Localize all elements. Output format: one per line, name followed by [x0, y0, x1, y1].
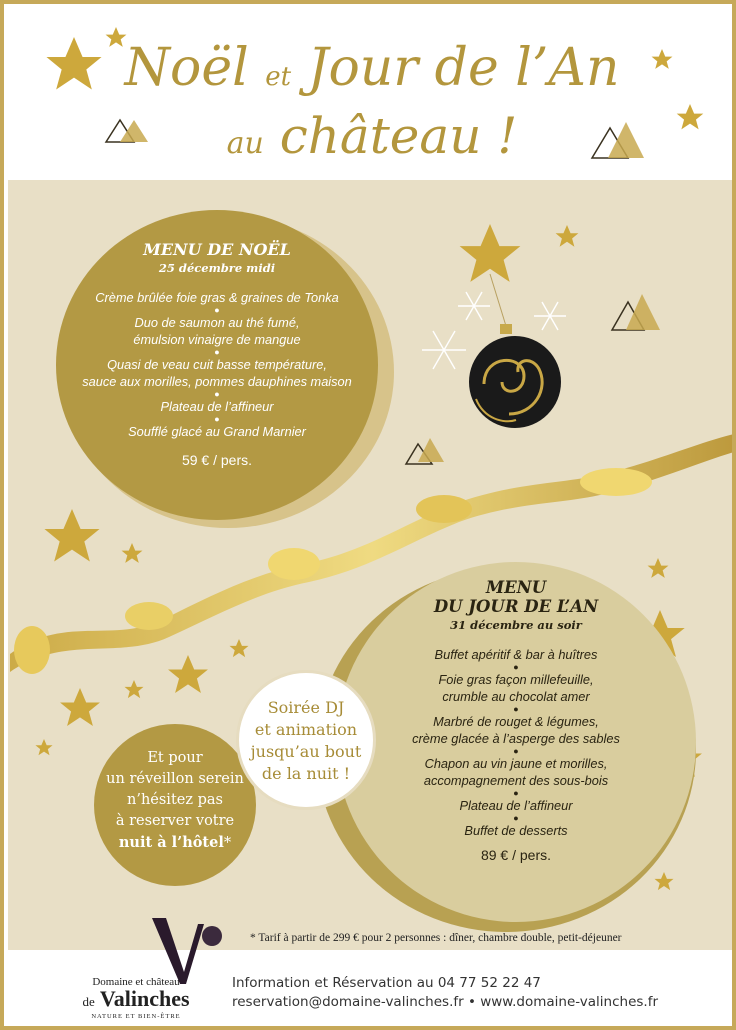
- price-footnote: * Tarif à partir de 299 € pour 2 personnes : dîner, chambre double, petit-déjeuner: [250, 932, 622, 944]
- page-title: [4, 38, 736, 173]
- menu-an-dish: Buffet apéritif & bar à huîtres: [434, 647, 598, 662]
- menu-an-dish: Foie gras façon millefeuille, crumble au chocolat amer: [438, 672, 594, 704]
- hotel-line: à reserver votre: [115, 813, 235, 829]
- bullet-icon: ●: [513, 813, 519, 823]
- bullet-icon: ●: [513, 662, 519, 672]
- menu-noel-dish: Plateau de l’affineur: [160, 399, 274, 414]
- menu-noel-dish: Crème brûlée foie gras & graines de Tonka: [95, 290, 339, 305]
- bullet-icon: ●: [214, 389, 220, 399]
- menu-an-date: 31 décembre au soir: [450, 618, 582, 632]
- logo: [66, 976, 206, 1020]
- bullet-icon: ●: [513, 704, 519, 714]
- menu-an-dish: Chapon au vin jaune et morilles, accompagnement des sous-bois: [423, 756, 609, 788]
- menu-an-card: [336, 562, 696, 922]
- menu-noel-dish: Duo de saumon au thé fumé, émulsion vinaigre de mangue: [133, 315, 301, 347]
- contact-web-line: reservation@domaine-valinches.fr • www.domaine-valinches.fr: [232, 994, 659, 1010]
- logo-name: Valinches: [99, 986, 190, 1011]
- hotel-bold: nuit à l’hôtel: [118, 834, 224, 851]
- bullet-icon: ●: [214, 305, 220, 315]
- contact-phone-line: Information et Réservation au 04 77 52 22 47: [232, 975, 541, 991]
- menu-an-dishes: [336, 646, 696, 839]
- dj-line: de la nuit !: [261, 764, 351, 783]
- title-et: et: [265, 62, 292, 92]
- menu-an-dish: Marbré de rouget & légumes, crème glacée à l’asperge des sables: [412, 714, 620, 746]
- title-au: au: [226, 126, 264, 161]
- dj-line: Soirée DJ: [267, 698, 345, 717]
- menu-an-dish: Buffet de desserts: [464, 823, 568, 838]
- menu-noel-dishes: [56, 289, 378, 440]
- menu-an-title: [336, 578, 696, 616]
- dj-line: jusqu’au bout: [250, 742, 362, 761]
- hotel-line: n’hésitez pas: [127, 792, 223, 808]
- contact-info: [232, 974, 658, 1012]
- menu-noel-price: 59 € / pers.: [181, 452, 253, 468]
- bullet-icon: ●: [214, 347, 220, 357]
- hotel-promo-circle: [94, 724, 256, 886]
- bauble-icon: [469, 274, 561, 428]
- menu-noel-dish: Soufflé glacé au Grand Marnier: [128, 424, 306, 439]
- hotel-asterisk: *: [223, 835, 232, 851]
- logo-tagline: NATURE ET BIEN-ÊTRE: [91, 1013, 181, 1020]
- menu-an-title-line1: MENU: [485, 578, 547, 597]
- menu-noel-title: MENU DE NOËL: [143, 240, 291, 259]
- title-jour-de-lan: Jour de l’An: [307, 38, 620, 98]
- hotel-line: Et pour: [147, 750, 203, 766]
- bullet-icon: ●: [214, 414, 220, 424]
- title-word-noel: Noël: [124, 38, 249, 98]
- bullet-icon: ●: [513, 746, 519, 756]
- hotel-line: un réveillon serein: [106, 771, 244, 787]
- bullet-icon: ●: [513, 788, 519, 798]
- logo-de: de: [82, 994, 95, 1009]
- dj-promo-circle: [236, 670, 376, 810]
- menu-noel-dish: Quasi de veau cuit basse température, sauce aux morilles, pommes dauphines maison: [82, 357, 352, 389]
- logo-line1: Domaine et château: [92, 976, 180, 988]
- menu-noel-date: 25 décembre midi: [158, 261, 276, 275]
- dj-line: et animation: [254, 720, 358, 739]
- menu-an-price: 89 € / pers.: [480, 847, 552, 863]
- menu-an-dish: Plateau de l’affineur: [459, 798, 573, 813]
- menu-noel-card: [56, 210, 378, 520]
- menu-an-title-line2: DU JOUR DE L’AN: [433, 597, 599, 616]
- title-chateau: château !: [279, 107, 518, 165]
